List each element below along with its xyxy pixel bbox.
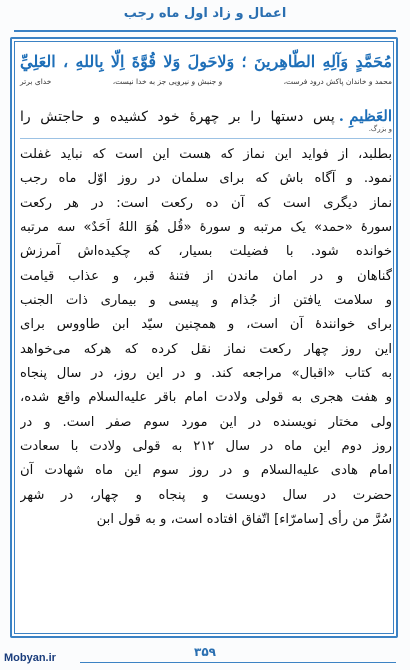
footer-divider <box>80 662 396 663</box>
body-line: خوانده شود. با فضیلت بسیار، که چکیده‌اش آمرزش <box>20 244 392 260</box>
translation-row <box>20 76 392 98</box>
body-line: برای خوانندهٔ آن است، و همچنین سیّد ابن طاووس برای <box>20 317 392 333</box>
body-line: ولی مختار نویسنده در این مورد سوم صفر است. و در <box>20 414 392 430</box>
translation-second: و بزرگ. <box>368 125 392 133</box>
second-line-text: پس دستها را بر چهرهٔ خود کشیده و حاجتش را <box>20 109 335 125</box>
translation-middle: و جنبش و نیرویی جز به خدا نیست، <box>112 77 223 86</box>
body-line: حضرت در سال دویست و پنجاه و چهار، در شهر <box>20 487 392 503</box>
watermark-logo[interactable]: Mobyan.ir <box>4 652 56 664</box>
body-line: این روز چهار رکعت نماز نقل کرده که هرکه می‌خواهد <box>20 341 392 357</box>
body-line: و هفت هجری به قولی ولادت امام باقر علیه‌السلام واقع شده، <box>20 390 392 406</box>
body-line: نماز دیگری است که آن ده رکعت است: در هر رکعت <box>20 195 392 211</box>
body-text <box>20 143 392 533</box>
translation-left: خدای برتر <box>20 77 52 86</box>
body-line: امام هادی علیه‌السلام و در روز سوم این ماه شهادت آن <box>20 463 392 479</box>
body-line: نمود. و آگاه باش که برای سلمان در روز اوّل ماه رجب <box>20 171 392 187</box>
translation-right: محمد و خاندان پاکش درود فرست، <box>283 77 392 86</box>
section-separator <box>20 138 392 139</box>
header-divider <box>14 30 396 32</box>
second-line <box>20 105 392 128</box>
body-line: گناهان و در امان ماندن از فتنهٔ قبر، و عذاب قیامت <box>20 268 392 284</box>
arabic-prayer-line: مُحَمَّدٍ وَآلِهِ الطّاهِرينَ ؛ وَلاحَولَ وَلا قُوَّةَ اِلّا بِاللهِ ، العَلِيِّ <box>20 52 392 71</box>
page-header-title: اعمال و زاد اول ماه رجب <box>123 6 287 21</box>
arabic-prayer-end: العَظيمِ . <box>338 107 392 125</box>
body-line: بطلبد، از فواید این نماز که هست این است که نباید غفلت <box>20 147 392 162</box>
body-line: سُرَّ من رأی [سامرّاء] اتّفاق افتاده است، و به قول ابن <box>96 512 392 528</box>
page-number: ۳۵۹ <box>194 645 216 659</box>
body-line: روز دوم این ماه در سال ۲۱۲ به قولی ولادت با سعادت <box>20 439 392 455</box>
body-line: سورهٔ «حمد» یک مرتبه و سورهٔ «قُل هُوَ اللهُ اَحَدٌ» سه مرتبه <box>20 220 392 236</box>
body-line: به کتاب «اقبال» مراجعه کند. و در این روز، در سال پنجاه <box>20 366 392 382</box>
body-line: و سلامت یافتن از جُذام و پیسی و بیماری ذات الجنب <box>20 293 392 309</box>
